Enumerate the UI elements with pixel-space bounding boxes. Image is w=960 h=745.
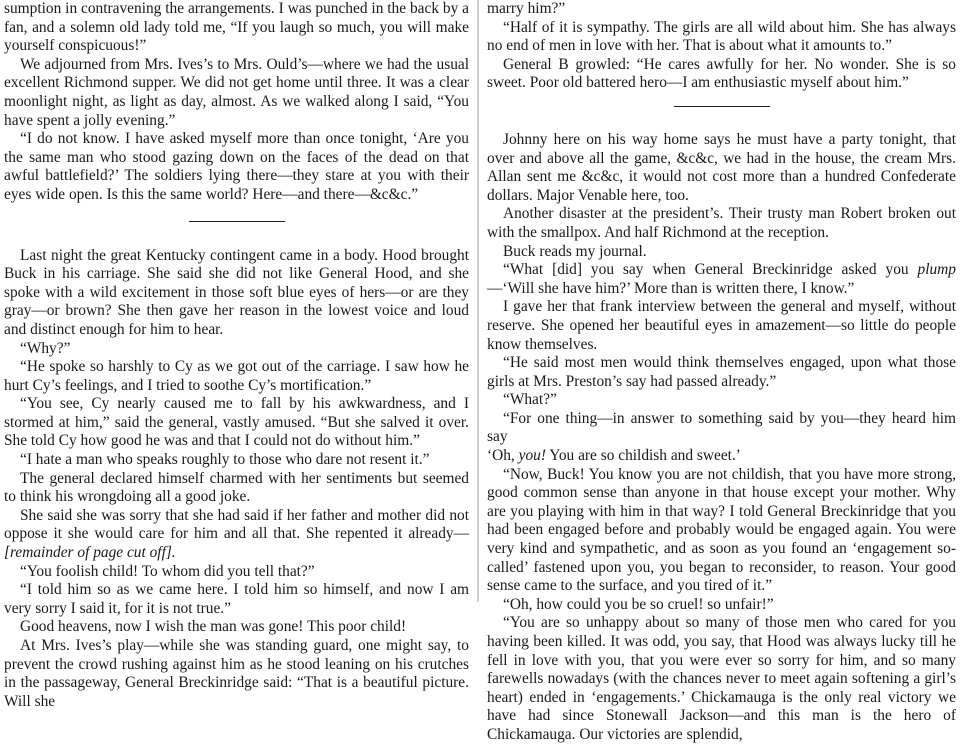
paragraph: “For one thing—in answer to something said by you—they heard him say — [487, 409, 956, 446]
paragraph: “He spoke so harshly to Cy as we got out of the carriage. I saw how he hurt Cy’s feelings, and I tried to soothe Cy’s mortification.” — [4, 358, 469, 394]
paragraph: We adjourned from Mrs. Ives’s to Mrs. Ould’s—where we had the usual excellent Richmond supper. We did not get home until three. It was a clear moonlight night, as light as day, almost. As we walked along I said, “You have spent a jolly evening.” — [4, 55, 469, 129]
paragraph: The general declared himself charmed with her sentiments but seemed to think his wrongdoing all a good joke. — [4, 469, 469, 506]
section-divider — [189, 221, 285, 222]
paragraph: Johnny here on his way home says he must have a party tonight, that over and above all the game, &c&c, we had in the house, the cream Mrs. Allan sent me &c&c, it would not cost more than a hundred Confederate dollars. Major Venable here, too. — [487, 130, 956, 204]
paragraph: Good heavens, now I wish the man was gone! This poor child! — [20, 618, 407, 636]
paragraph: “He said most men would think themselves engaged, upon what those girls at Mrs. Preston’s say had passed already.” — [487, 354, 956, 390]
paragraph — [487, 447, 956, 466]
editorial-note: [remainder of page cut off]. — [4, 544, 176, 562]
paragraph: “Half of it is sympathy. The girls are all wild about him. She has always no end of men in love with her. That is about what it amounts to.” — [487, 18, 956, 55]
paragraph: I gave her that frank interview between the general and myself, without reserve. She opened her beautiful eyes in amazement—so little do people know themselves. — [487, 298, 956, 353]
paragraph: Another disaster at the president’s. Their trusty man Robert broken out with the smallpox. And half Richmond at the reception. — [487, 205, 956, 241]
paragraph-text: ‘Oh, — [487, 447, 519, 465]
paragraph: “I do not know. I have asked myself more than once tonight, ‘Are you the same man who stood gazing down on the faces of the dead on that awful battlefield?’ The soldiers lying there—they stare at you with their eyes wide open. Is this the same world? Here—and there—&c&c.” — [4, 130, 469, 203]
emphasis: plump — [917, 261, 956, 279]
paragraph: At Mrs. Ives’s play—while she was standing guard, one might say, to prevent the crowd rushing against him as he stood leaning on his crutches in the passageway, General Breckinridge said: “That is a beautiful picture. Will she — [4, 637, 469, 710]
paragraph: “I told him so as we came here. I told him so himself, and now I am very sorry I said it, for it is not true.” — [4, 581, 469, 617]
paragraph: Last night the great Kentucky contingent came in a body. Hood brought Buck in his carriage. She said she did not like General Hood, and she spoke with a wild excitement in those soft blue eyes of hers—or are they gray—or brown? She then gave her reason in the lowest voice and loud and distinct enough for him to hear. — [4, 246, 469, 338]
paragraph: “You see, Cy nearly caused me to fall by his awkwardness, and I stormed at him,” said the general, vastly amused. “But she salved it over. She told Cy how good he was and that I could not do without him.” — [4, 395, 469, 450]
paragraph-text: —‘Will she have him?’ More than is written there, I know.” — [487, 279, 855, 297]
paragraph: “Oh, how could you be so cruel! so unfair!” — [503, 595, 774, 613]
paragraph: Buck reads my journal. — [503, 242, 647, 260]
right-column — [487, 0, 956, 743]
paragraph — [487, 261, 956, 298]
paragraph: sumption in contravening the arrangements. I was punched in the back by a fan, and a solemn old lady told me, “If you laugh so much, you will make yourself conspicuous!” — [4, 0, 469, 55]
paragraph: “What?” — [503, 391, 557, 409]
paragraph: “I hate a man who speaks roughly to those who dare not resent it.” — [20, 451, 430, 469]
paragraph: “You are so unhappy about so many of those men who cared for you having been killed. It was odd, you say, that Hood was always lucky till he fell in love with you, that you were ever so sorry for him, and so many farewells nowadays (with the chances never to meet again softening a girl’s heart) ended in ‘engagements.’ Chickamauga is the only real victory we have had since Stonewall Jackson—and this man is the hero of Chickamauga. Our victories are splendid, — [487, 614, 956, 743]
page-gutter — [477, 0, 479, 602]
paragraph: marry him?” — [487, 0, 566, 17]
paragraph-text: She said she was sorry that she had said if her father and mother did not oppose it she would care for him and all that. She repented it already— — [4, 506, 469, 543]
paragraph — [4, 507, 469, 563]
left-column — [4, 0, 471, 710]
paragraph: General B growled: “He cares awfully for her. No wonder. She is so sweet. Poor old battered hero—I am enthusiastic myself about him.” — [487, 55, 956, 92]
paragraph: “Why?” — [20, 339, 71, 357]
paragraph-text: “What [did] you say when General Breckinridge asked you — [503, 261, 918, 279]
paragraph: “Now, Buck! You know you are not childish, that you have more strong, good common sense than anyone in that house except your mother. Why are you playing with him in that way? I told General Breckinridge that you had been engaged before and probably would be engaged again. You were very kind and sympathetic, and as soon as you found an ‘engagement so-called’ fastened upon you, you began to reconsider, to reason. Your good sense came to the surface, and you tired of it.” — [487, 465, 956, 595]
paragraph-text: You are so childish and sweet.’ — [546, 447, 741, 465]
section-divider — [674, 106, 770, 107]
emphasis: you! — [518, 447, 546, 465]
paragraph: “You foolish child! To whom did you tell that?” — [20, 562, 315, 580]
